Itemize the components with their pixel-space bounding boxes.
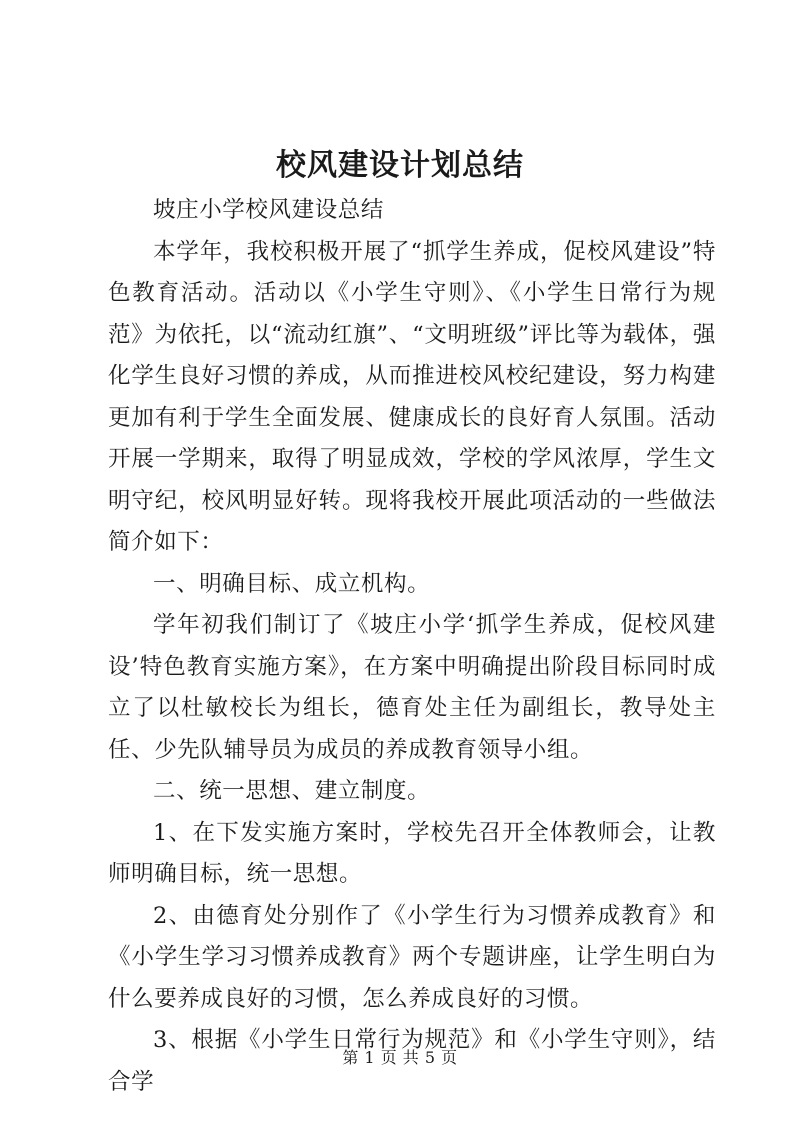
- paragraph-item-1: 1、在下发实施方案时，学校先召开全体教师会，让教师明确目标，统一思想。: [108, 819, 716, 887]
- section-heading-1: 一、明确目标、成立机构。: [153, 570, 431, 597]
- document-title: 校风建设计划总结: [276, 148, 524, 183]
- page-footer: 第 1 页 共 5 页: [342, 1048, 458, 1067]
- paragraph-section-1: 学年初我们制订了《坡庄小学‘抓学生养成，促校风建设’特色教育实施方案》，在方案中明确提出阶段目标同时成立了以杜敏校长为组长，德育处主任为副组长，教导处主任、少先队辅导员为成员的养成教育领导小组。: [108, 612, 716, 763]
- paragraph-item-2: 2、由德育处分别作了《小学生行为习惯养成教育》和《小学生学习习惯养成教育》两个专题讲座，让学生明白为什么要养成良好的习惯，怎么养成良好的习惯。: [108, 902, 716, 1012]
- document-body: [108, 190, 716, 1103]
- paragraph-subtitle: 坡庄小学校风建设总结: [153, 197, 385, 223]
- section-heading-2: 二、统一思想、建立制度。: [153, 778, 431, 804]
- paragraph-item-3: 3、根据《小学生日常行为规范》和《小学生守则》，结合学: [108, 1027, 716, 1095]
- paragraph-intro: 本学年，我校积极开展了“抓学生养成，促校风建设”特色教育活动。活动以《小学生守则》、《小学生日常行为规范》为依托，以“流动红旗”、“文明班级”评比等为载体，强化学生良好习惯的养成，从而推进校风校纪建设，努力构建更加有利于学生全面发展、健康成长的良好育人氛围。活动开展一学期来，取得了明显成效，学校的学风浓厚，学生文明守纪，校风明显好转。现将我校开展此项活动的一些做法简介如下：: [108, 238, 716, 555]
